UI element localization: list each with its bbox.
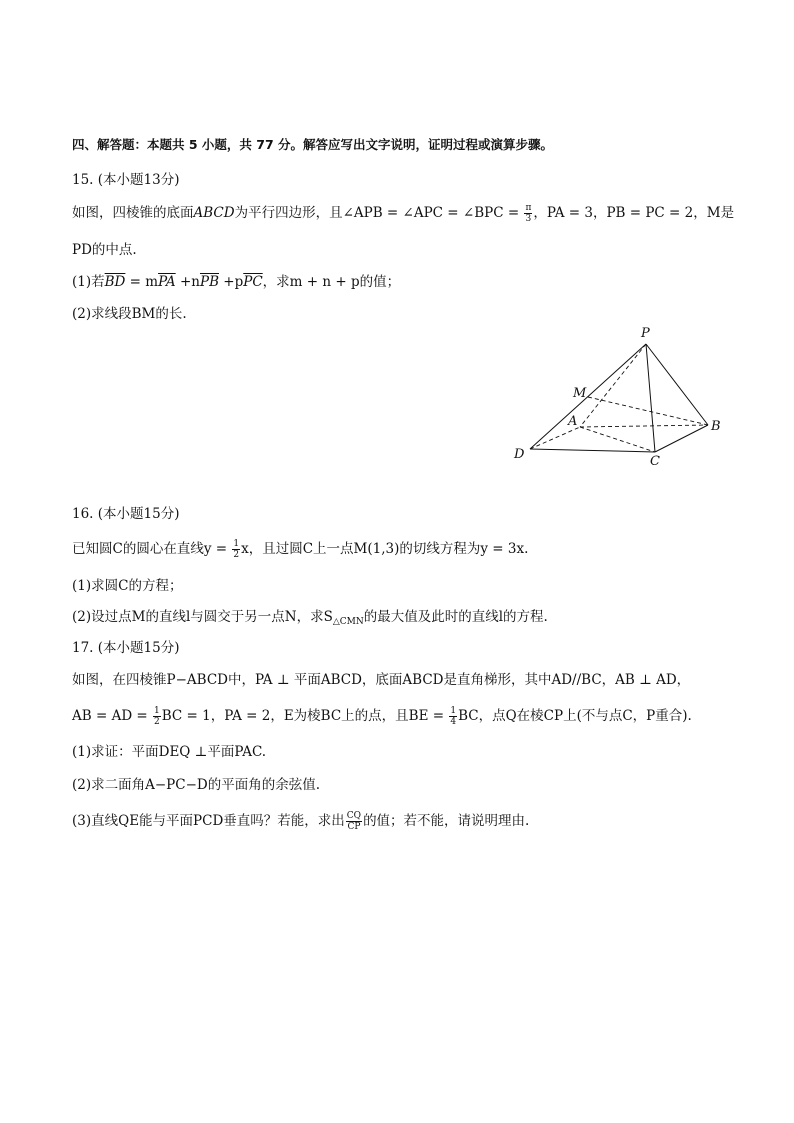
half-fraction-2: $\frac{1}{2}$ [154, 706, 160, 727]
diag-AC-hidden [580, 427, 655, 452]
edge-PD [530, 344, 646, 449]
q16-part1: (1)求圆C的方程； [72, 578, 183, 594]
edge-PC [646, 344, 655, 452]
section-heading: 四、解答题：本题共 5 小题，共 77 分。解答应写出文字说明，证明过程或演算步骤。 [72, 137, 554, 152]
edge-DC [530, 449, 655, 452]
q17-label: 17. (本小题15分) [72, 640, 180, 656]
q15-label: 15. (本小题13分) [72, 172, 180, 188]
pi-over-3-fraction: $\frac{\pi}{3}$ [525, 203, 532, 224]
q16-stem: 已知圆C的圆心在直线y = $\frac{1}{2}$ x，且过圆C上一点M(1,3)的切线方程为y = 3x. [72, 539, 529, 560]
pyramid-figure [505, 322, 735, 467]
cq-over-cp-fraction: $\frac{CQ}{CP}$ [346, 811, 362, 832]
q15-stem-line2: PD的中点. [72, 242, 137, 258]
edge-PB [646, 344, 708, 425]
label-D: D [514, 447, 525, 462]
quarter-fraction: $\frac{1}{4}$ [450, 706, 457, 727]
q17-part3: (3)直线QE能与平面PCD垂直吗？若能，求出 $\frac{CQ}{CP}$ 的值；若不能，请说明理由. [72, 811, 530, 832]
q16-label: 16. (本小题15分) [72, 506, 180, 522]
label-A: A [568, 414, 578, 429]
edge-PA-hidden [580, 344, 646, 427]
q15-stem-line1: 如图，四棱锥的底面ABCD为平行四边形，且∠APB = ∠APC = ∠BPC = $\frac{\pi}{3}$ ，PA = 3，PB = PC = 2，M是 [72, 203, 735, 224]
q16-part2: (2)设过点M的直线l与圆交于另一点N，求$S_{\triangle CMN}$的最大值及此时的直线l的方程. [72, 609, 548, 627]
label-B: B [711, 419, 721, 434]
half-fraction: $\frac{1}{2}$ [233, 539, 240, 560]
label-M: M [573, 386, 587, 401]
edge-DA-hidden [530, 427, 580, 449]
q15-part2: (2)求线段BM的长. [72, 306, 187, 322]
q17-stem-line1: 如图，在四棱锥P−ABCD中，PA ⊥ 平面ABCD，底面ABCD是直角梯形，其中AD//BC，AB ⊥ AD， [72, 672, 691, 688]
q17-stem-line2: AB = AD = $\frac{1}{2}$ BC = 1，PA = 2，E为棱BC上的点，且BE = $\frac{1}{4}$ BC，点Q在棱CP上(不与点C，P重合). [72, 706, 692, 727]
edge-AB-hidden [580, 425, 708, 427]
q17-part1: (1)求证：平面DEQ ⊥平面PAC. [72, 744, 267, 760]
q15-part1: (1)若$\overline{BD} = m\overline{PA} +n\overline{PB} +p\overline{PC}$，求m + n + p的值； [72, 274, 401, 290]
edge-CB [655, 425, 708, 452]
q17-part2: (2)求二面角A−PC−D的平面角的余弦值. [72, 777, 321, 793]
label-P: P [641, 326, 650, 341]
label-C: C [650, 454, 660, 467]
